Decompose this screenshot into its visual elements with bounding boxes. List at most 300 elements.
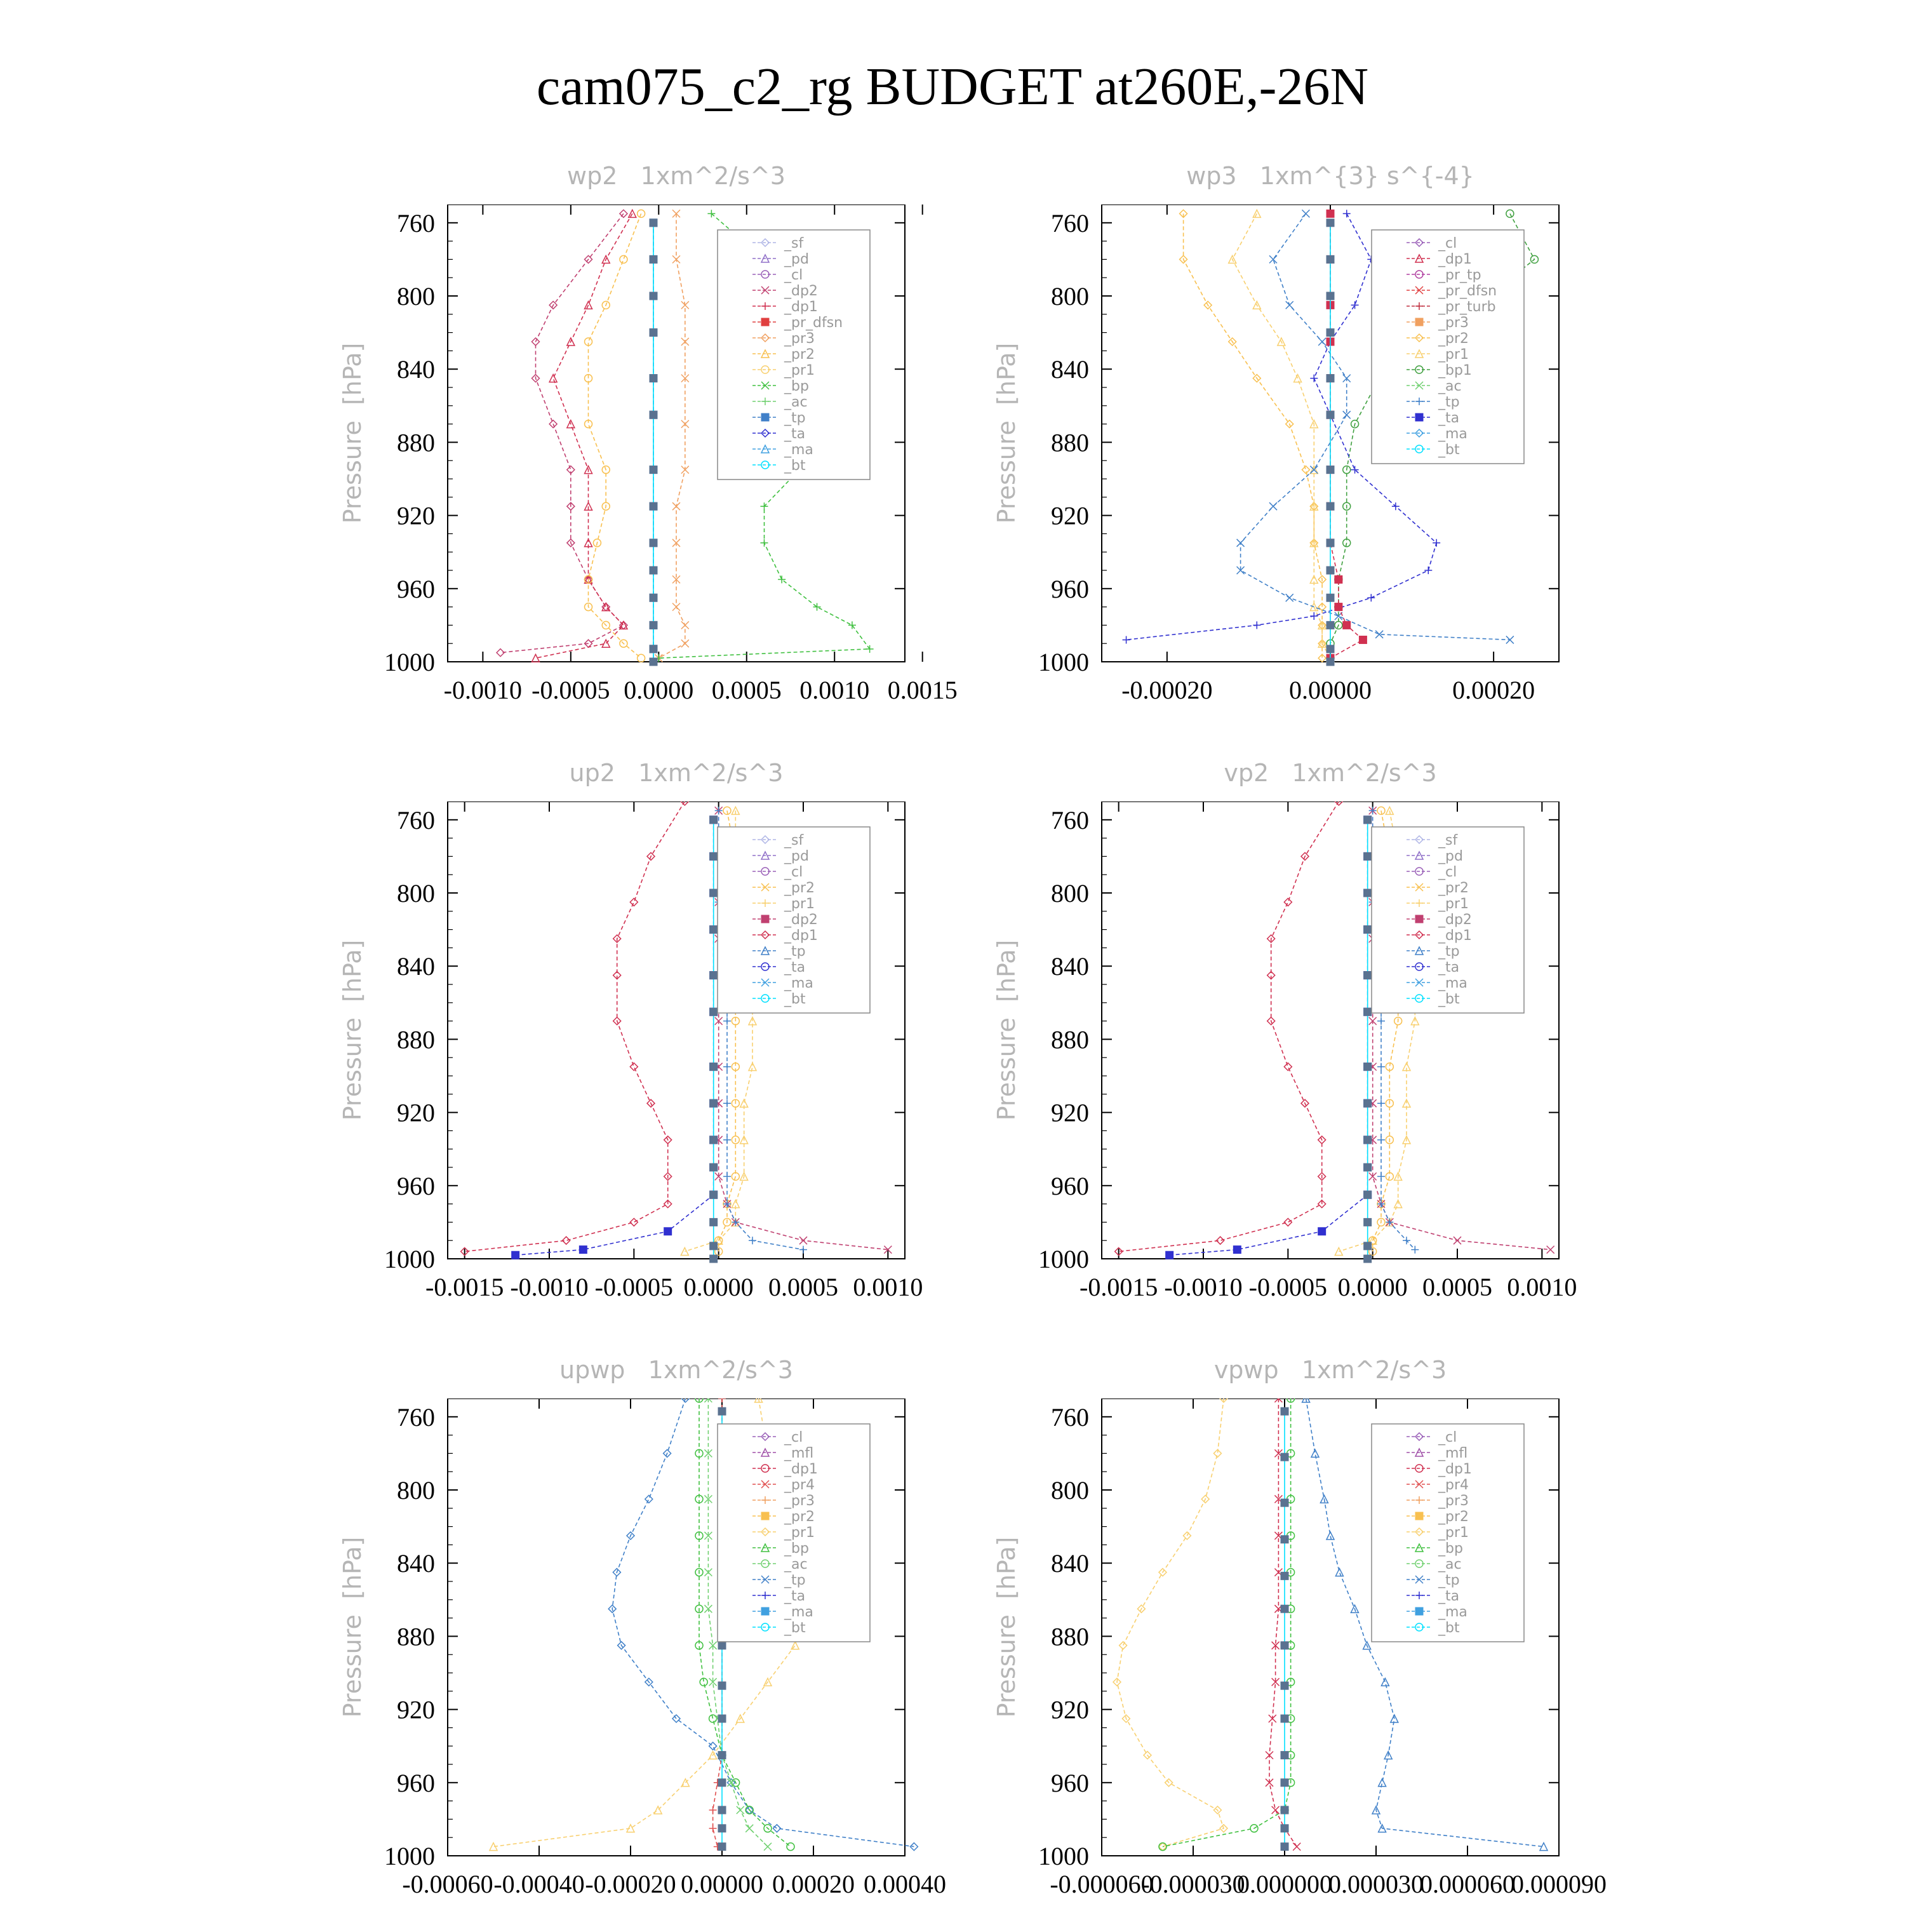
wp2-legend-label: _dp1 [784, 299, 818, 315]
vpwp-ytick-label: 920 [1051, 1695, 1089, 1724]
up2-legend-label: _ma [784, 976, 813, 991]
up2-legend-label: _ta [784, 960, 806, 976]
upwp-series-bt-point [718, 1806, 726, 1814]
wp2-panel-title: wp2 1xm^2/s^3 [567, 162, 785, 190]
wp2-series-dp2-line [500, 213, 624, 652]
upwp-series-ac-point [704, 1569, 712, 1576]
vpwp-xtick-label: 0.000060 [1420, 1870, 1515, 1898]
wp3-series-bt-point [1327, 502, 1334, 510]
up2-ytick-label: 920 [397, 1098, 435, 1127]
vp2-series-dp1-point [1284, 898, 1292, 906]
wp3-series-dp1-point [1335, 575, 1342, 583]
upwp-series-bt-point [718, 1752, 726, 1759]
wp3-legend-label: _pr_turb [1438, 299, 1496, 315]
vpwp-series-dp1-point [1272, 1806, 1280, 1814]
vpwp-legend-label: _pr1 [1438, 1525, 1469, 1541]
vpwp-legend-label: _bt [1438, 1620, 1460, 1636]
upwp-legend-label: _ac [784, 1557, 808, 1573]
up2-series-bt-point [710, 1218, 718, 1226]
upwp-ytick-label: 800 [397, 1476, 435, 1505]
vp2-xtick-label: -0.0005 [1248, 1273, 1327, 1301]
upwp-series-ac-point [745, 1825, 753, 1832]
upwp-legend-label: _bt [784, 1620, 806, 1636]
wp2-series-bp-point [760, 539, 768, 547]
wp3-series-ta-point [1253, 621, 1260, 629]
wp3-legend-label: _bp1 [1438, 363, 1472, 379]
vpwp-ytick-label: 800 [1051, 1476, 1089, 1505]
up2-series-bt-point [710, 1136, 718, 1144]
upwp-series-bt-point [718, 1642, 726, 1649]
wp3-series-ta-point [1123, 636, 1130, 643]
vp2-series-bt-point [1364, 889, 1372, 897]
wp2-series-pr3-point [672, 502, 680, 510]
wp3-ytick-label: 840 [1051, 355, 1089, 384]
wp2-series-bt-point [650, 539, 657, 547]
vp2-legend-marker [1415, 915, 1423, 923]
wp2-series-dp1-line [536, 213, 632, 658]
vp2-legend-label: _dp2 [1438, 912, 1472, 928]
vp2-series-tp-point [1377, 1136, 1385, 1144]
up2-series-dp2-point [799, 1237, 807, 1244]
wp2-legend-label: _pr_dfsn [784, 315, 843, 331]
up2-series-bt-point [710, 852, 718, 860]
main-title: cam075_c2_rg BUDGET at260E,-26N [536, 57, 1369, 116]
up2-series-ta-point [512, 1251, 519, 1259]
upwp-series-pr4-point [709, 1825, 717, 1832]
wp2-series-pr3-point [681, 338, 689, 345]
vpwp-y-axis-label: Pressure [hPa] [993, 1536, 1020, 1718]
wp3-xtick-label: 0.00020 [1452, 676, 1535, 704]
up2-series-ta-line [516, 820, 714, 1255]
wp3-legend-label: _pr1 [1438, 347, 1469, 363]
vpwp-series-bt-point [1281, 1779, 1288, 1787]
vp2-legend-label: _pr2 [1438, 880, 1469, 896]
up2-panel-title: up2 1xm^2/s^3 [569, 759, 784, 787]
wp3-series-bt-point [1327, 658, 1334, 666]
vpwp-legend-marker [1415, 1607, 1423, 1615]
wp2-series-dp1-point [531, 654, 539, 662]
vp2-series-dp1-line [1119, 802, 1339, 1252]
vp2-xtick-label: 0.0005 [1422, 1273, 1492, 1301]
up2-series-bt-point [710, 1255, 718, 1263]
wp3-legend-label: _dp1 [1438, 252, 1472, 267]
wp2-series-bt-point [650, 567, 657, 574]
up2-series-dp1-point [630, 1063, 638, 1071]
wp2-series-bt-point [650, 502, 657, 510]
vpwp-xtick-label: 0.000090 [1511, 1870, 1607, 1898]
wp3-series-ta-point [1310, 375, 1318, 382]
up2-legend-label: _pr2 [784, 880, 815, 896]
wp3-series-ta-point [1424, 567, 1432, 574]
upwp-xtick-label: 0.00040 [864, 1870, 946, 1898]
wp2-legend-label: _bt [784, 458, 806, 474]
wp2-xtick-label: 0.0005 [711, 676, 782, 704]
upwp-series-bt-point [718, 1682, 726, 1689]
vp2-series-bt-point [1364, 1164, 1372, 1171]
upwp-legend-label: _pr4 [784, 1477, 815, 1493]
vpwp-series-bt-point [1281, 1605, 1288, 1613]
wp2-legend-label: _ta [784, 426, 806, 442]
upwp-legend-label: _bp [784, 1541, 809, 1557]
up2-legend-label: _dp2 [784, 912, 818, 928]
wp2-xtick-label: -0.0010 [443, 676, 523, 704]
upwp-ytick-label: 880 [397, 1622, 435, 1651]
wp2-series-bt-point [650, 466, 657, 474]
upwp-series-ac-point [727, 1779, 735, 1787]
vpwp-series-pr1-line [1117, 1399, 1224, 1847]
vp2-legend-label: _ma [1438, 976, 1467, 991]
wp3-legend-label: _pr_dfsn [1438, 283, 1497, 299]
upwp-legend-label: _tp [784, 1573, 806, 1588]
vpwp-series-bt-point [1281, 1682, 1288, 1689]
wp3-series-bt-point [1327, 539, 1334, 547]
upwp-ytick-label: 1000 [384, 1842, 435, 1870]
upwp-series-ac-point [764, 1843, 772, 1851]
wp3-series-ta-point [1367, 594, 1375, 601]
wp3-legend [1372, 230, 1524, 464]
up2-ytick-label: 760 [397, 805, 435, 835]
vp2-xtick-label: -0.0015 [1080, 1273, 1158, 1301]
wp2-ytick-label: 840 [397, 355, 435, 384]
upwp-legend-marker [761, 1607, 769, 1615]
up2-series-bt-point [710, 1099, 718, 1107]
wp2-series-bt-point [650, 292, 657, 300]
vp2-series-dp2-point [1454, 1237, 1461, 1244]
upwp-series-bt-point [718, 1825, 726, 1832]
vp2-series-bt-point [1364, 926, 1372, 934]
wp2-legend-label: _ma [784, 442, 813, 458]
up2-ytick-label: 1000 [384, 1245, 435, 1273]
vpwp-series-tp-point [1335, 1569, 1343, 1576]
upwp-legend-label: _cl [784, 1430, 803, 1446]
upwp-ytick-label: 840 [397, 1549, 435, 1578]
vpwp-series-bt-point [1281, 1453, 1288, 1461]
up2-series-tp-point [723, 1099, 731, 1107]
upwp-series-bp-point [709, 1715, 717, 1722]
upwp-legend-label: _mfl [784, 1446, 814, 1461]
up2-series-bt-point [710, 972, 718, 979]
wp3-legend-marker [1415, 413, 1423, 421]
vpwp-series-bt-point [1281, 1715, 1288, 1722]
wp3-series-bt-point [1327, 621, 1334, 629]
up2-series-bt-point [710, 889, 718, 897]
wp2-series-bt-point [650, 594, 657, 601]
up2-legend-label: _sf [784, 833, 804, 849]
vpwp-xtick-label: 0.000000 [1237, 1870, 1332, 1898]
wp2-legend-label: _bp [784, 379, 809, 394]
vp2-series-bt-point [1364, 1218, 1372, 1226]
up2-series-ta-point [579, 1246, 587, 1254]
wp3-legend-label: _bt [1438, 442, 1460, 458]
up2-series-bt-point [710, 816, 718, 824]
upwp-xtick-label: 0.00000 [681, 1870, 763, 1898]
wp2-series-bp-point [848, 621, 856, 629]
vpwp-ytick-label: 880 [1051, 1622, 1089, 1651]
up2-legend-label: _tp [784, 944, 806, 960]
wp2-series-pr2-point [620, 255, 627, 263]
wp2-chart [352, 205, 975, 738]
vpwp-legend-label: _ta [1438, 1588, 1460, 1604]
upwp-series-pr4-point [709, 1806, 717, 1814]
wp3-series-bt-point [1327, 375, 1334, 382]
upwp-series-bt-point [718, 1843, 726, 1851]
vpwp-legend-marker [1415, 1512, 1423, 1520]
up2-ytick-label: 840 [397, 952, 435, 981]
vpwp-series-bt-point [1281, 1843, 1288, 1851]
up2-xtick-label: 0.0010 [853, 1273, 923, 1301]
wp3-series-bt-point [1327, 594, 1334, 601]
wp2-ytick-label: 880 [397, 428, 435, 457]
upwp-legend-label: _dp1 [784, 1461, 818, 1477]
wp2-series-pr3-point [681, 640, 689, 647]
wp2-series-bp-point [866, 645, 874, 653]
wp3-series-ta-point [1351, 301, 1359, 309]
wp3-ytick-label: 920 [1051, 501, 1089, 530]
wp3-series-pr2-line [1184, 213, 1323, 658]
wp2-series-pr3-point [681, 301, 689, 309]
wp2-series-bt-point [650, 219, 657, 227]
upwp-xtick-label: 0.00020 [772, 1870, 855, 1898]
vp2-ytick-label: 840 [1051, 952, 1089, 981]
vp2-series-bt-point [1364, 1008, 1372, 1016]
up2-xtick-label: -0.0005 [594, 1273, 673, 1301]
vpwp-series-tp-point [1379, 1779, 1386, 1787]
wp3-series-bp1-point [1506, 210, 1514, 217]
upwp-ytick-label: 760 [397, 1402, 435, 1432]
wp2-series-pr3-point [681, 621, 689, 629]
upwp-legend-label: _pr1 [784, 1525, 815, 1541]
wp3-series-tp-point [1318, 338, 1326, 345]
vp2-series-bt-point [1364, 816, 1372, 824]
vpwp-chart [1006, 1399, 1629, 1932]
wp2-series-bt-point [650, 329, 657, 337]
vpwp-legend-label: _mfl [1438, 1446, 1468, 1461]
upwp-legend [718, 1424, 870, 1642]
vp2-legend-label: _pr1 [1438, 896, 1469, 912]
wp3-ytick-label: 760 [1051, 208, 1089, 238]
wp3-legend-label: _cl [1438, 236, 1457, 252]
wp2-series-bt-point [650, 255, 657, 263]
up2-chart [352, 802, 975, 1335]
vp2-ytick-label: 760 [1051, 805, 1089, 835]
upwp-legend-marker [761, 1512, 769, 1520]
up2-series-bt-point [710, 1164, 718, 1171]
upwp-xtick-label: -0.00060 [402, 1870, 493, 1898]
wp2-series-pr3-point [672, 603, 680, 611]
upwp-series-ac-point [737, 1806, 744, 1814]
wp3-series-dp1-line [1330, 213, 1363, 658]
upwp-series-bp-point [787, 1843, 794, 1851]
wp3-ytick-label: 960 [1051, 574, 1089, 603]
up2-series-bt-point [710, 926, 718, 934]
vp2-series-bt-point [1364, 1242, 1372, 1250]
vpwp-series-bt-point [1281, 1536, 1288, 1543]
wp2-series-bp-point [760, 502, 768, 510]
vpwp-panel-title: vpwp 1xm^2/s^3 [1213, 1356, 1447, 1384]
vpwp-series-bt-point [1281, 1642, 1288, 1649]
vpwp-legend-label: _cl [1438, 1430, 1457, 1446]
wp3-series-dp1-point [1343, 621, 1351, 629]
vp2-series-ta-point [1318, 1228, 1326, 1235]
vpwp-legend-label: _bp [1438, 1541, 1463, 1557]
upwp-panel-title: upwp 1xm^2/s^3 [559, 1356, 793, 1384]
wp3-legend-label: _pr2 [1438, 331, 1469, 347]
upwp-ytick-label: 920 [397, 1695, 435, 1724]
wp2-ytick-label: 800 [397, 282, 435, 311]
upwp-legend-label: _ta [784, 1588, 806, 1604]
vp2-legend-label: _tp [1438, 944, 1460, 960]
vpwp-series-bt-point [1281, 1572, 1288, 1580]
up2-series-tp-point [723, 1172, 731, 1180]
vp2-series-bt-point [1364, 852, 1372, 860]
vpwp-legend [1372, 1424, 1524, 1642]
wp2-series-pr2-point [638, 654, 645, 662]
up2-legend-marker [761, 915, 769, 923]
vpwp-legend-label: _pr3 [1438, 1493, 1469, 1509]
wp2-legend-label: _ac [784, 394, 808, 410]
vpwp-series-bt-point [1281, 1752, 1288, 1759]
up2-ytick-label: 880 [397, 1025, 435, 1054]
vp2-ytick-label: 800 [1051, 879, 1089, 908]
wp3-series-dp1-point [1335, 603, 1342, 611]
up2-series-tp-point [723, 1017, 731, 1025]
vpwp-legend-label: _pr2 [1438, 1509, 1469, 1525]
vp2-series-bt-point [1364, 1255, 1372, 1263]
upwp-series-tp-point [910, 1843, 918, 1851]
wp2-xtick-label: -0.0005 [531, 676, 610, 704]
up2-legend-label: _cl [784, 864, 803, 880]
up2-xtick-label: -0.0010 [510, 1273, 589, 1301]
vp2-xtick-label: 0.0000 [1337, 1273, 1408, 1301]
vp2-ytick-label: 880 [1051, 1025, 1089, 1054]
vpwp-series-bt-point [1281, 1825, 1288, 1832]
vp2-y-axis-label: Pressure [hPa] [993, 939, 1020, 1121]
wp2-legend-label: _tp [784, 410, 806, 426]
upwp-chart [352, 1399, 975, 1932]
vp2-ytick-label: 1000 [1038, 1245, 1089, 1273]
upwp-series-bt-point [718, 1779, 726, 1787]
vpwp-xtick-label: 0.000030 [1328, 1870, 1424, 1898]
up2-series-dp1-point [630, 1218, 638, 1226]
wp3-series-bt-point [1327, 219, 1334, 227]
vp2-series-tp-point [1377, 1017, 1385, 1025]
vp2-series-bt-point [1364, 972, 1372, 979]
wp3-series-bt-point [1327, 292, 1334, 300]
vpwp-legend-label: _dp1 [1438, 1461, 1472, 1477]
vp2-legend-label: _cl [1438, 864, 1457, 880]
wp3-panel-title: wp3 1xm^{3} s^{-4} [1186, 162, 1474, 190]
wp3-xtick-label: 0.00000 [1289, 676, 1372, 704]
upwp-y-axis-label: Pressure [hPa] [338, 1536, 366, 1718]
wp2-series-bt-point [650, 621, 657, 629]
wp2-ytick-label: 1000 [384, 648, 435, 676]
wp2-legend-label: _pd [784, 252, 809, 267]
wp2-xtick-label: 0.0000 [624, 676, 694, 704]
vpwp-legend-label: _tp [1438, 1573, 1460, 1588]
wp2-xtick-label: 0.0010 [799, 676, 870, 704]
upwp-series-pr1-point [791, 1642, 799, 1649]
up2-xtick-label: 0.0000 [683, 1273, 754, 1301]
upwp-xtick-label: -0.00040 [493, 1870, 585, 1898]
wp3-series-dp1-point [1359, 636, 1367, 643]
wp3-series-bt-point [1327, 645, 1334, 653]
wp3-series-pr2-point [1302, 466, 1309, 474]
wp3-series-tp-point [1237, 539, 1245, 547]
vp2-ytick-label: 920 [1051, 1098, 1089, 1127]
wp2-ytick-label: 960 [397, 574, 435, 603]
wp2-series-pr3-line [658, 213, 685, 658]
wp3-series-tp-point [1286, 301, 1293, 309]
vpwp-series-dp1-point [1266, 1752, 1273, 1759]
vp2-series-dp1-point [1284, 1218, 1292, 1226]
up2-legend [718, 827, 870, 1013]
wp2-series-dp1-point [549, 375, 557, 382]
vpwp-legend-label: _ac [1438, 1557, 1462, 1573]
wp2-series-bt-point [650, 375, 657, 382]
wp3-series-dp1-point [1327, 210, 1334, 217]
upwp-legend-label: _pr3 [784, 1493, 815, 1509]
up2-legend-label: _dp1 [784, 928, 818, 944]
wp3-legend-label: _ac [1438, 379, 1462, 394]
wp3-series-tp-point [1269, 502, 1277, 510]
wp2-legend-label: _sf [784, 236, 804, 252]
wp2-legend-label: _cl [784, 267, 803, 283]
vpwp-ytick-label: 1000 [1038, 1842, 1089, 1870]
wp3-xtick-label: -0.00020 [1121, 676, 1213, 704]
wp2-series-pr3-point [681, 420, 689, 428]
wp3-series-bt-point [1327, 567, 1334, 574]
vpwp-series-bt-point [1281, 1407, 1288, 1415]
vp2-series-dp1-point [1284, 1063, 1292, 1071]
upwp-ytick-label: 960 [397, 1768, 435, 1797]
up2-series-bt-point [710, 1008, 718, 1016]
wp3-series-tp-point [1302, 210, 1309, 217]
wp3-series-bt-point [1327, 411, 1334, 419]
vp2-legend-label: _dp1 [1438, 928, 1472, 944]
wp2-y-axis-label: Pressure [hPa] [338, 342, 366, 524]
up2-y-axis-label: Pressure [hPa] [338, 939, 366, 1121]
vp2-legend-label: _ta [1438, 960, 1460, 976]
vpwp-legend-label: _pr4 [1438, 1477, 1469, 1493]
upwp-legend-label: _ma [784, 1604, 813, 1620]
up2-xtick-label: -0.0015 [425, 1273, 504, 1301]
up2-series-ta-point [664, 1228, 672, 1235]
wp3-legend-marker [1415, 318, 1423, 326]
wp3-legend-label: _ta [1438, 410, 1460, 426]
up2-series-bt-point [710, 1191, 718, 1198]
wp3-chart [1006, 205, 1629, 738]
vp2-series-ta-line [1170, 820, 1368, 1255]
vp2-ytick-label: 960 [1051, 1171, 1089, 1200]
up2-series-bt-point [710, 1242, 718, 1250]
wp2-series-pr2-line [589, 213, 641, 658]
vpwp-legend-label: _ma [1438, 1604, 1467, 1620]
wp3-series-bt-point [1327, 466, 1334, 474]
up2-ytick-label: 800 [397, 879, 435, 908]
vp2-series-tp-point [1377, 1172, 1385, 1180]
vpwp-series-dp1-point [1293, 1843, 1300, 1851]
vp2-series-bt-point [1364, 1063, 1372, 1071]
wp3-series-ta-point [1343, 210, 1351, 217]
vp2-legend-label: _pd [1438, 849, 1463, 864]
wp3-ytick-label: 880 [1051, 428, 1089, 457]
vp2-series-dp2-point [1547, 1246, 1554, 1254]
up2-series-dp1-point [630, 898, 638, 906]
wp3-series-tp-point [1506, 636, 1514, 643]
wp3-y-axis-label: Pressure [hPa] [993, 342, 1020, 524]
upwp-series-tp-point [709, 1742, 717, 1750]
upwp-series-bt-point [718, 1407, 726, 1415]
